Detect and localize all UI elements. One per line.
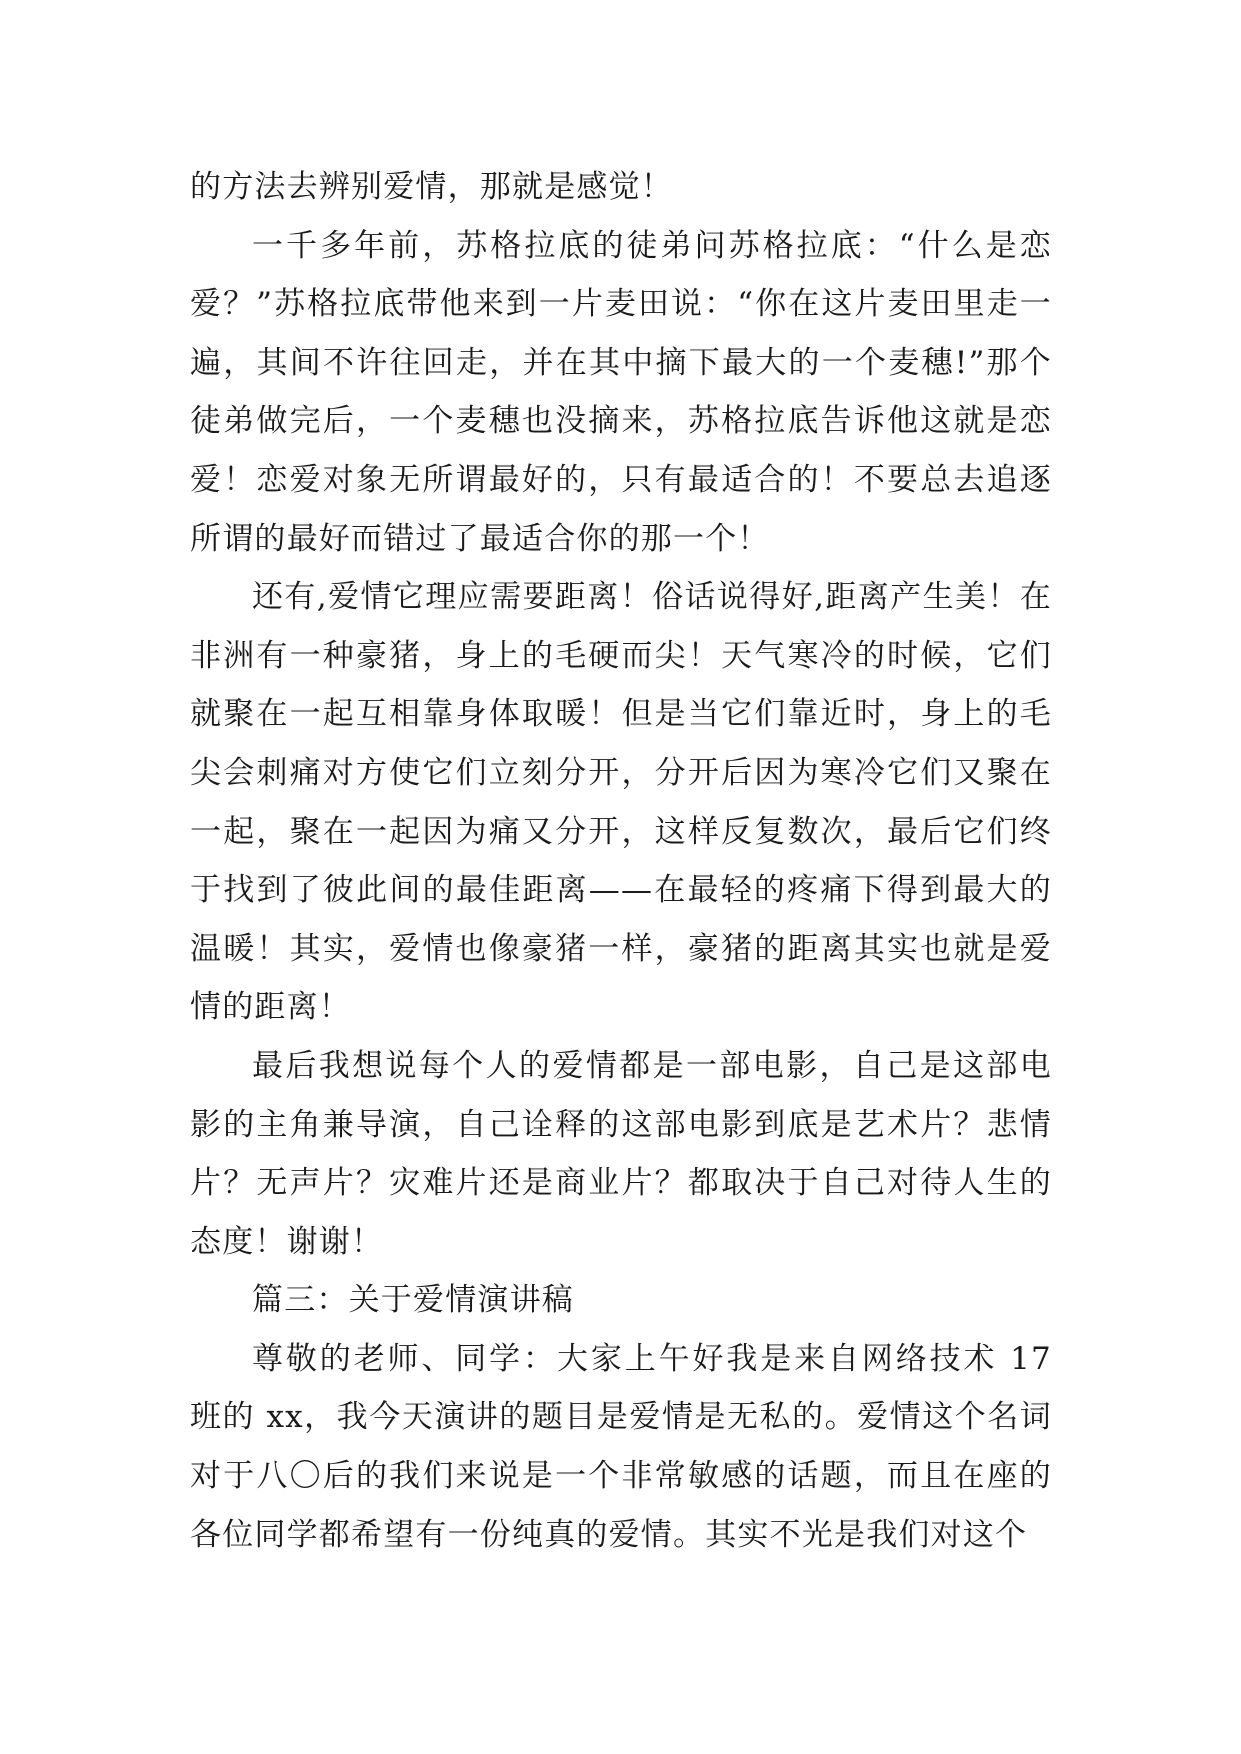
- section-heading: 篇三：关于爱情演讲稿: [252, 1282, 574, 1319]
- paragraph-socrates: 一千多年前，苏格拉底的徒弟问苏格拉底：“什么是恋爱？”苏格拉底带他来到一片麦田说：“你在这片麦田里走一遍，其间不许往回走，并在其中摘下最大的一个麦穗!”那个徒弟做完后，一个麦穗也没摘来，苏格拉底告诉他这就是恋爱！恋爱对象无所谓最好的，只有最适合的！不要总去追逐所谓的最好而错过了最适合你的那一个！: [190, 227, 1052, 557]
- paragraph-continuation: 的方法去辨别爱情，那就是感觉！: [190, 169, 673, 205]
- document-body: [190, 158, 1052, 1564]
- paragraph-movie: 最后我想说每个人的爱情都是一部电影，自己是这部电影的主角兼导演，自己诠释的这部电影到底是艺术片？悲情片？无声片？灾难片还是商业片？都取决于自己对待人生的态度！谢谢！: [190, 1047, 1052, 1260]
- paragraph-porcupine: 还有,爱情它理应需要距离！俗话说得好,距离产生美！在非洲有一种豪猪，身上的毛硬而尖！天气寒冷的时候，它们就聚在一起互相靠身体取暖！但是当它们靠近时，身上的毛尖会刺痛对方使它们立刻分开，分开后因为寒冷它们又聚在一起，聚在一起因为痛又分开，这样反复数次，最后它们终于找到了彼此间的最佳距离——在最轻的疼痛下得到最大的温暖！其实，爱情也像豪猪一样，豪猪的距离其实也就是爱情的距离！: [190, 579, 1052, 1026]
- paragraph-speech-opening: 尊敬的老师、同学：大家上午好我是来自网络技术 17 班的 xx，我今天演讲的题目是爱情是无私的。爱情这个名词对于八〇后的我们来说是一个非常敏感的话题，而且在座的各位同学都希望有一份纯真的爱情。其实不光是我们对这个: [190, 1340, 1052, 1553]
